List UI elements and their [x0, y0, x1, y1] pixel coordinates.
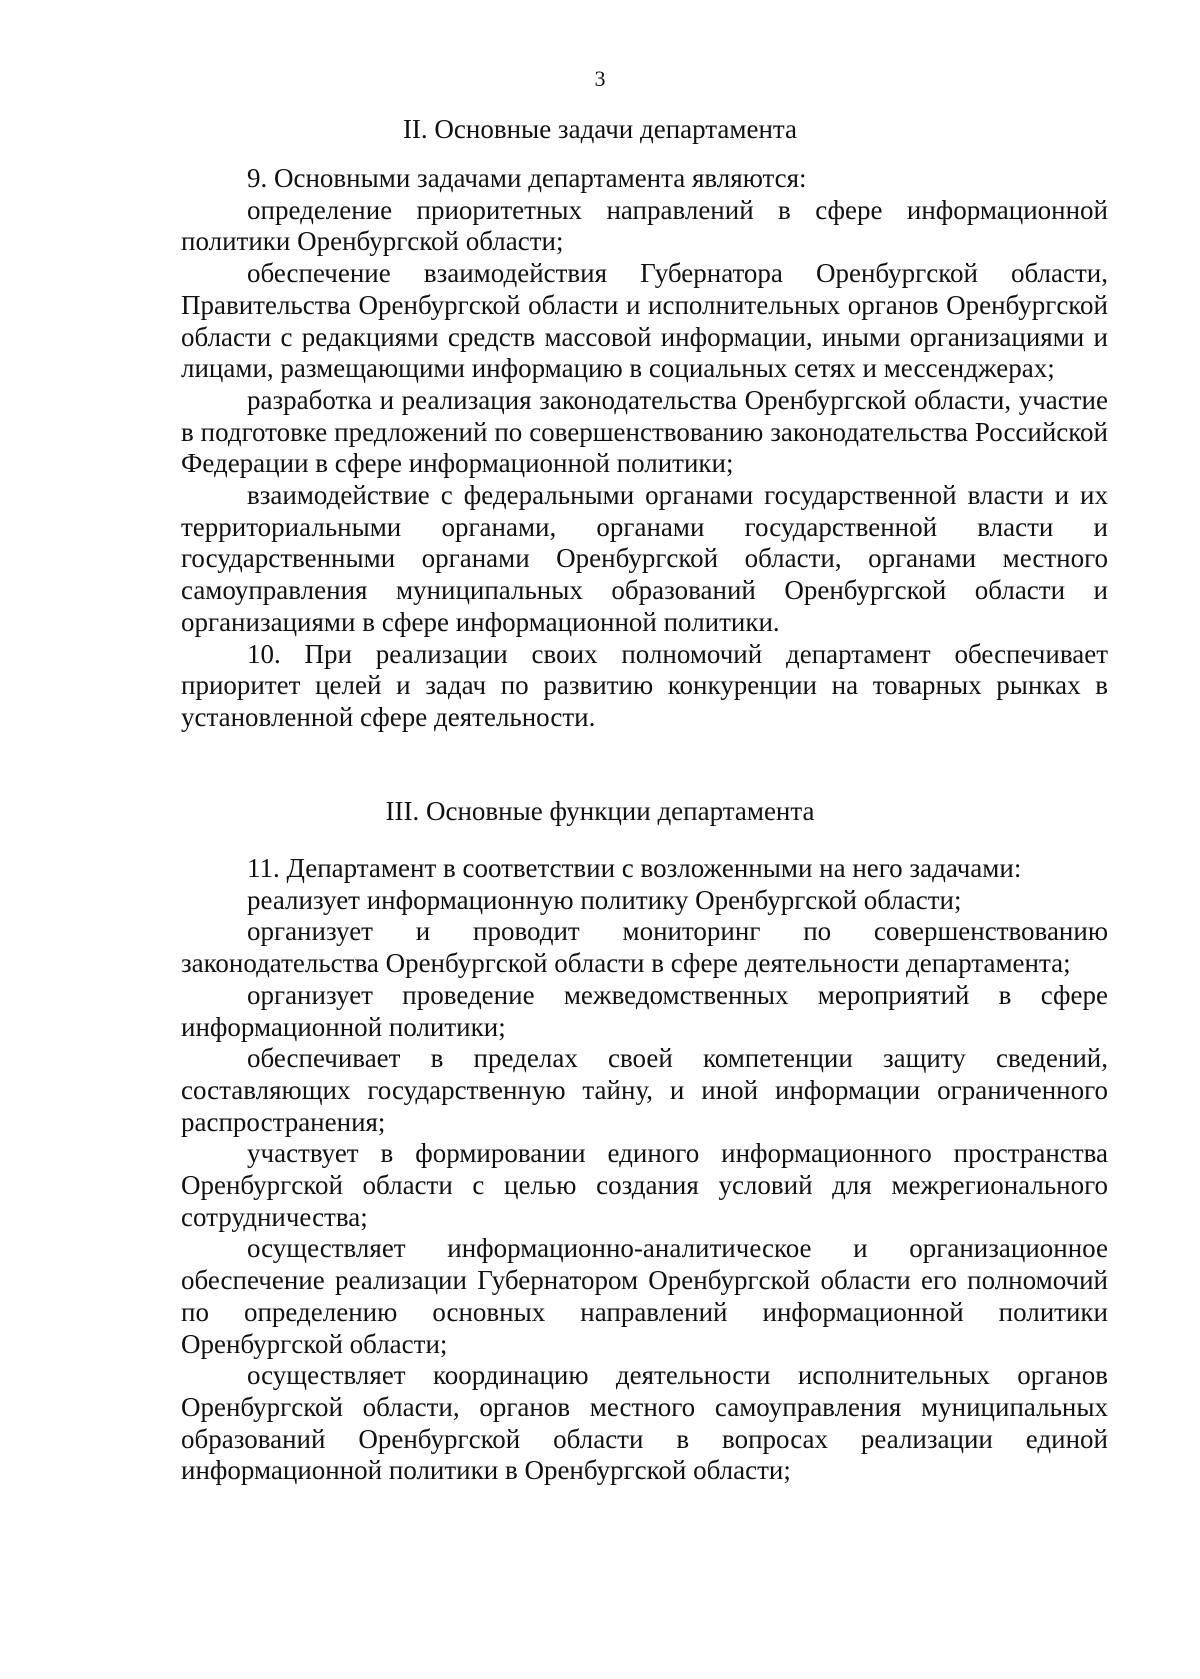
function-info-policy: реализует информационную политику Оренбургской области; [247, 884, 962, 915]
page-number: 3 [594, 66, 606, 91]
function-info-space: участвует в формировании единого информационного пространства Оренбургской области с целью создания условий для межрегионального сотрудничества; [181, 1138, 1108, 1232]
function-interagency-events: организует проведение межведомственных мероприятий в сфере информационной политики; [181, 979, 1108, 1042]
paragraph-9: 9. Основными задачами департамента являются: [247, 163, 807, 193]
function-analytic-support: осуществляет информационно-аналитическое и организационное обеспечение реализации Губернатором Оренбургской области его полномочий по определению основных направлений информационной политики Оренбургской области; [181, 1233, 1108, 1359]
function-monitoring: организует и проводит мониторинг по совершенствованию законодательства Оренбургской области в сфере деятельности департамента; [181, 916, 1108, 979]
function-state-secret: обеспечивает в пределах своей компетенции защиту сведений, составляющих государственную тайну, и иной информации ограниченного распространения; [181, 1043, 1108, 1137]
task-legislation: разработка и реализация законодательства Оренбургской области, участие в подготовке предложений по совершенствованию законодательства Российской Федерации в сфере информационной политики; [181, 384, 1108, 479]
function-coordination: осуществляет координацию деятельности исполнительных органов Оренбургской области, органов местного самоуправления муниципальных образований Оренбургской области в вопросах реализации единой информационной политики в Оренбургской области; [181, 1360, 1108, 1486]
task-interaction-media: обеспечение взаимодействия Губернатора Оренбургской области, Правительства Оренбургской области и исполнительных органов Оренбургской области с редакциями средств массовой информации, иными организациями и лицами, размещающими информацию в социальных сетях и мессенджерах; [181, 258, 1108, 384]
section-2-body [181, 163, 1108, 734]
section-3-body [181, 853, 1108, 1487]
paragraph-11: 11. Департамент в соответствии с возложенными на него задачами: [247, 853, 1022, 883]
section-2-heading: II. Основные задачи департамента [402, 114, 798, 144]
paragraph-10: 10. При реализации своих полномочий департамент обеспечивает приоритет целей и задач по развитию конкуренции на товарных рынках в установленной сфере деятельности. [181, 638, 1108, 732]
section-3-heading: III. Основные функции департамента [385, 796, 815, 826]
task-federal-interaction: взаимодействие с федеральными органами государственной власти и их территориальными органами, органами государственной власти и государственными органами Оренбургской области, органами местного самоуправления муниципальных образований Оренбургской области и организациями в сфере информационной политики. [181, 480, 1108, 637]
task-priority-directions: определение приоритетных направлений в сфере информационной политики Оренбургской области; [181, 194, 1108, 257]
